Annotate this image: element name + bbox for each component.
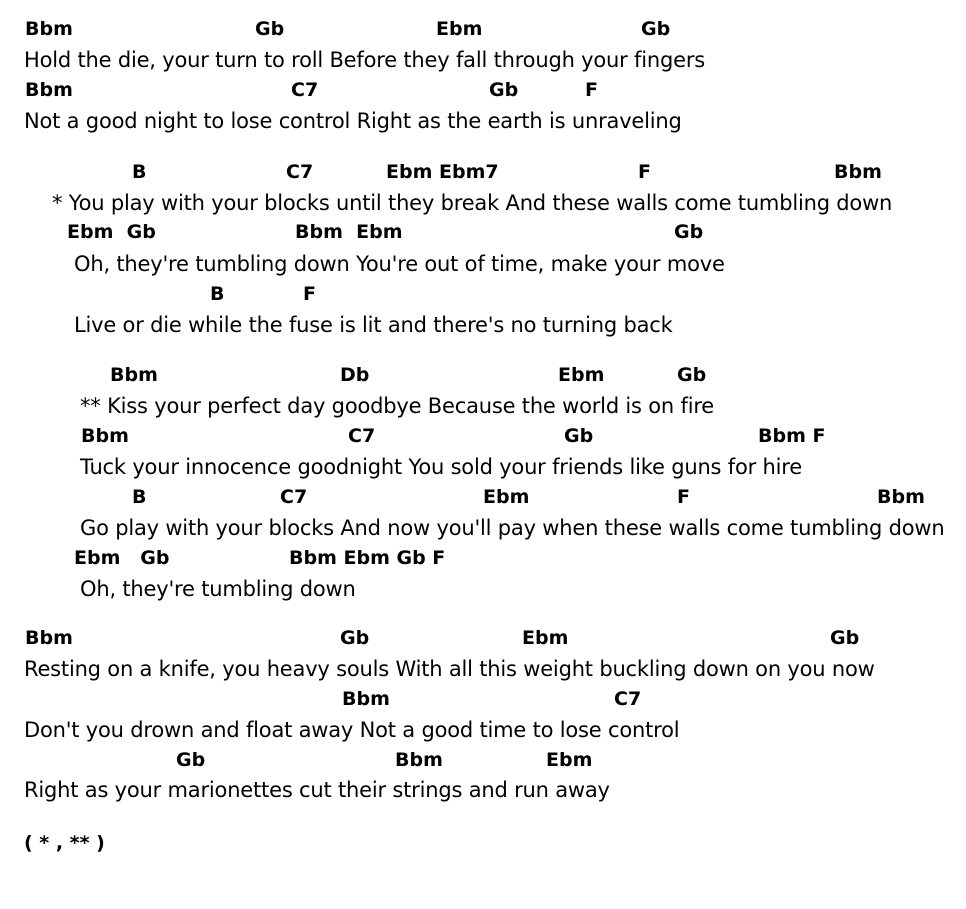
lyric-line: * You play with your blocks until they break And these walls come tumbling down (52, 191, 893, 215)
chord: Bbm (81, 425, 129, 447)
chord: Gb (255, 18, 285, 40)
lyric-line: Oh, they're tumbling down You're out of time, make your move (74, 252, 725, 276)
chord: Bbm (834, 161, 882, 183)
chord: Gb (176, 749, 206, 771)
chord: Gb (489, 79, 519, 101)
chord: C7 (348, 425, 376, 447)
chord: Bbm (342, 688, 390, 710)
lyric-line: ** Kiss your perfect day goodbye Because the world is on fire (80, 394, 715, 418)
chord: Bbm (25, 18, 73, 40)
repeat-marker: ( * , ** ) (24, 832, 105, 854)
lyric-line: Oh, they're tumbling down (80, 577, 356, 601)
lyric-line: Not a good night to lose control Right as the earth is unraveling (24, 109, 682, 133)
chord: Bbm (877, 486, 925, 508)
chord: Ebm Gb (74, 547, 170, 569)
chord: Db (340, 364, 370, 386)
lyric-line: Live or die while the fuse is lit and there's no turning back (74, 313, 673, 337)
chord: F (585, 79, 598, 101)
chord: Bbm (110, 364, 158, 386)
chord: F (677, 486, 690, 508)
chord: Bbm F (758, 425, 826, 447)
chord: B (132, 486, 147, 508)
chord: Gb (340, 627, 370, 649)
lyric-line: Go play with your blocks And now you'll pay when these walls come tumbling down (80, 516, 945, 540)
chord: Bbm Ebm (295, 221, 403, 243)
chord: Ebm (546, 749, 593, 771)
chord: Gb (830, 627, 860, 649)
chord: Ebm Gb (67, 221, 156, 243)
chord: C7 (280, 486, 308, 508)
chord: Bbm (395, 749, 443, 771)
chord: Gb (677, 364, 707, 386)
chord: Gb (641, 18, 671, 40)
chord: Ebm (483, 486, 530, 508)
lyric-line: Tuck your innocence goodnight You sold your friends like guns for hire (80, 455, 802, 479)
chord: Bbm (25, 79, 73, 101)
chord: C7 (291, 79, 319, 101)
chord: Gb (674, 221, 704, 243)
lyric-line: Resting on a knife, you heavy souls With all this weight buckling down on you now (24, 657, 875, 681)
chord: Ebm (522, 627, 569, 649)
chord: Ebm (436, 18, 483, 40)
lyric-line: Hold the die, your turn to roll Before they fall through your fingers (24, 48, 706, 72)
lyric-line: Right as your marionettes cut their strings and run away (24, 778, 610, 802)
chord: F (303, 283, 316, 305)
chord: B (132, 161, 147, 183)
chord: B (210, 283, 225, 305)
chord: Ebm (558, 364, 605, 386)
chord: Ebm Ebm7 (386, 161, 499, 183)
lyric-line: Don't you drown and float away Not a good time to lose control (24, 718, 680, 742)
chord: F (638, 161, 651, 183)
chord: Bbm Ebm Gb F (289, 547, 446, 569)
chord: C7 (286, 161, 314, 183)
chord: C7 (614, 688, 642, 710)
chord: Gb (564, 425, 594, 447)
chord: Bbm (25, 627, 73, 649)
